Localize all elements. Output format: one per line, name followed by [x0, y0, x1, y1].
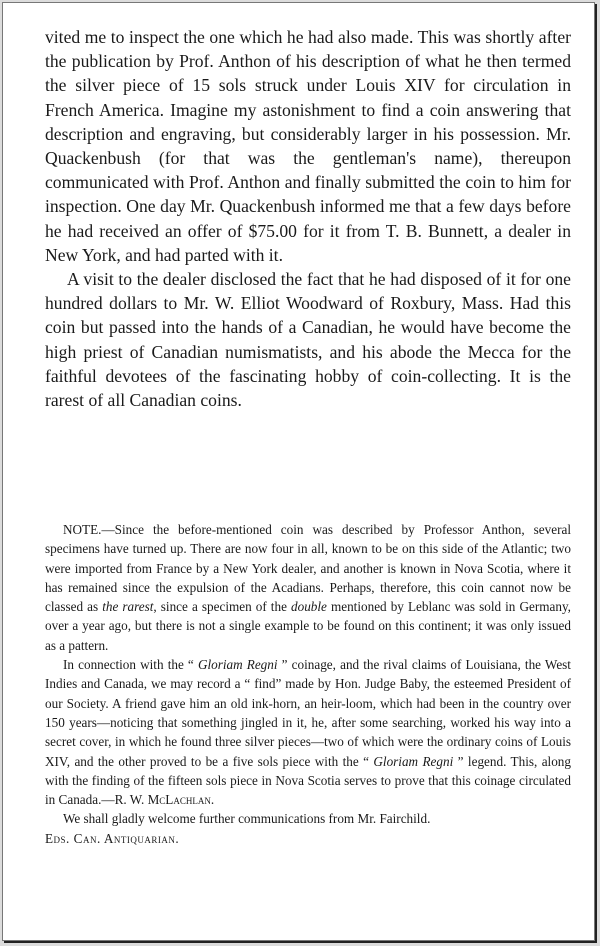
- note-paragraph: We shall gladly welcome further communications from Mr. Fairchild.: [63, 811, 431, 827]
- editors-signature: Eds. Can. Antiquarian.: [45, 830, 180, 846]
- note-text: ” coinage, and the rival claims of Louisiana, the West Indies and Canada, we may record a “ find” made by Hon. Judge Baby, the esteemed President of our Society. A friend gave him an old ink-horn, an heir-loom, which had been in the country over 150 years—noticing that something jingled in it, he, after some searching, worked his way into a secret cover, in which he found three silver pieces—two of which were the ordinary coins of Louis XIV, and the other proved to be a five sols piece with the “: [45, 657, 571, 769]
- note-text: , since a specimen of the: [153, 599, 291, 615]
- note-text: mentioned by Leblanc was sold in Germany, over a year ago, but there is not a single example to be found on this continent; it was only issued as a pattern.: [45, 599, 571, 653]
- italic-text: double: [291, 599, 327, 615]
- main-text: [45, 25, 571, 412]
- page: [2, 2, 595, 941]
- note-text: ” legend. This, along with the finding of the fifteen sols piece in Nova Scotia serves to prove that this coinage circulated in Canada.—: [45, 753, 571, 808]
- note-text: In connection with the “: [63, 657, 198, 673]
- author-signature: R. W. McLachlan.: [114, 792, 215, 808]
- paragraph: A visit to the dealer disclosed the fact that he had disposed of it for one hundred dollars to Mr. W. Elliot Woodward of Roxbury, Mass. Had this coin but passed into the hands of a Canadian, he would have become the high priest of Canadian numismatists, and his abode the Mecca for the faithful devotees of the fascinating hobby of coin-collecting. It is the rarest of all Canadian coins.: [45, 269, 571, 411]
- italic-text: the rarest: [102, 599, 154, 615]
- note-text: NOTE.—Since the before-mentioned coin was described by Professor Anthon, several specimens have turned up. There are now four in all, known to be on this side of the Atlantic; two were imported from France by a New York dealer, and another is known in Nova Scotia, where it has remained since the expulsion of the Acadians. Perhaps, therefore, this coin cannot now be classed as: [45, 522, 571, 615]
- note-paragraph: [45, 520, 571, 655]
- footnote: [45, 520, 571, 848]
- italic-text: Gloriam Regni: [373, 753, 454, 769]
- note-paragraph: [45, 655, 571, 809]
- paragraph: vited me to inspect the one which he had also made. This was shortly after the publication by Prof. Anthon of his description of what he then termed the silver piece of 15 sols struck under Louis XIV for circulation in French America. Imagine my astonishment to find a coin answering that description and engraving, but considerably larger in his possession. Mr. Quackenbush (for that was the gentleman's name), thereupon communicated with Prof. Anthon and finally submitted the coin to him for inspection. One day Mr. Quackenbush informed me that a few days before he had received an offer of $75.00 for it from T. B. Bunnett, a dealer in New York, and had parted with it.: [45, 27, 571, 265]
- italic-text: Gloriam Regni: [197, 657, 278, 673]
